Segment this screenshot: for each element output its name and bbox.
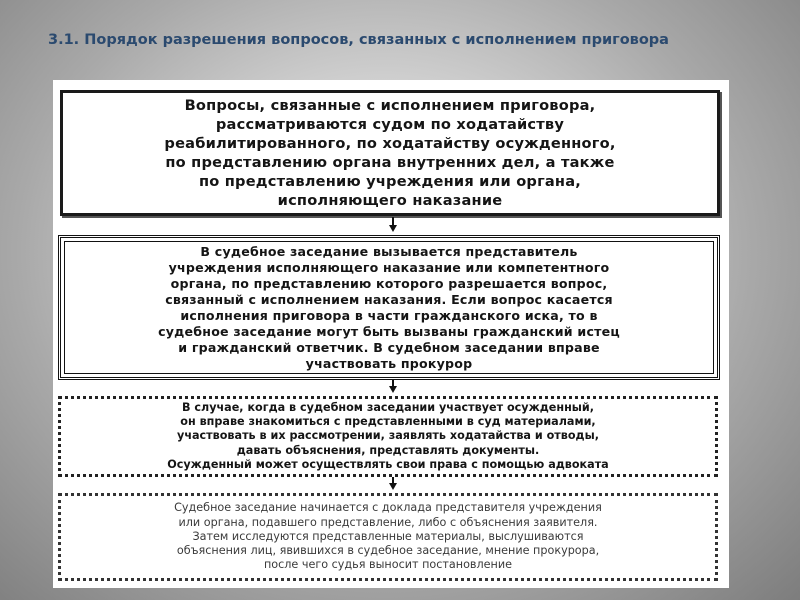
down-arrow-icon: [389, 225, 397, 232]
flowchart-step-1: Вопросы, связанные с исполнением приговора, рассматриваются судом по ходатайству реабилитированного, по ходатайству осужденного, по представлению органа внутренних дел, а также по представлению учреждения или органа, исполняющего наказание: [60, 90, 720, 216]
down-arrow-icon: [389, 386, 397, 393]
down-arrow-icon: [389, 483, 397, 490]
flowchart-step-2: В судебное заседание вызывается представитель учреждения исполняющего наказание или компетентного органа, по представлению которого разрешается вопрос, связанный с исполнением наказания. Если вопрос касается исполнения приговора в части гражданского иска, то в судебное заседание могут быть вызваны гражданский истец и гражданский ответчик. В судебном заседании вправе участвовать прокурор: [58, 235, 720, 380]
flowchart-panel: [53, 80, 729, 588]
slide-title: 3.1. Порядок разрешения вопросов, связанных с исполнением приговора: [48, 32, 669, 48]
flowchart-step-4: Судебное заседание начинается с доклада представителя учреждения или органа, подавшего представление, либо с объяснения заявителя. Затем исследуются представленные материалы, выслушиваются объяснения лиц, явившихся в судебное заседание, мнение прокурора, после чего судья выносит постановление: [58, 493, 718, 581]
flowchart-step-3: В случае, когда в судебном заседании участвует осужденный, он вправе знакомиться с представленными в суд материалами, участвовать в их рассмотрении, заявлять ходатайства и отводы, давать объяснения, представлять документы. Осужденный может осуществлять свои права с помощью адвоката: [58, 396, 718, 477]
